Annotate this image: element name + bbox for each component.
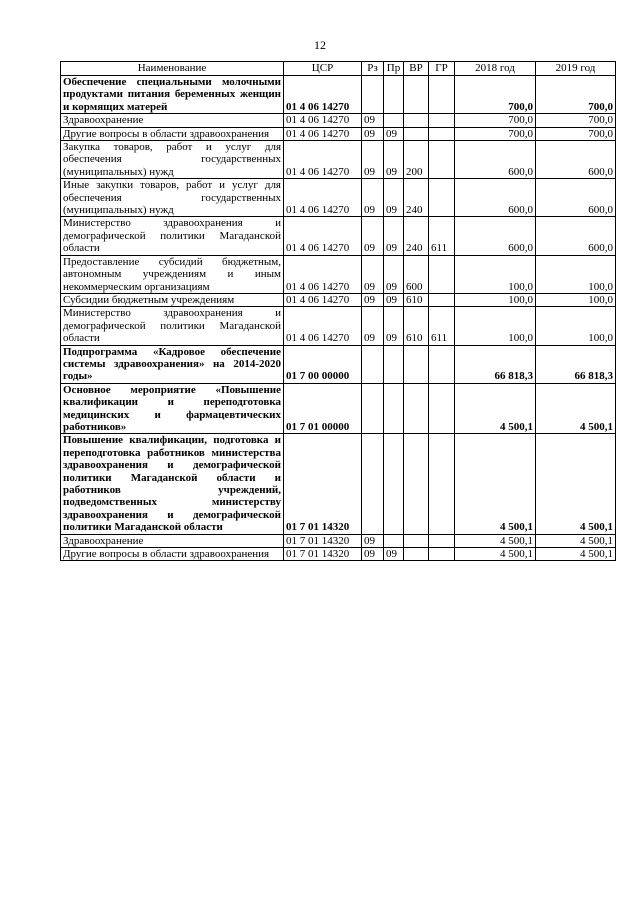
header-name: Наименование xyxy=(61,62,284,76)
row-vr xyxy=(404,548,429,561)
table-row xyxy=(61,255,616,293)
table-row xyxy=(61,127,616,140)
row-2019: 700,0 xyxy=(536,114,616,127)
row-pr: 09 xyxy=(384,293,404,306)
row-2019: 4 500,1 xyxy=(536,548,616,561)
row-rz: 09 xyxy=(362,534,384,547)
row-rz: 09 xyxy=(362,548,384,561)
header-2019: 2019 год xyxy=(536,62,616,76)
row-2019: 100,0 xyxy=(536,255,616,293)
header-vr: ВР xyxy=(404,62,429,76)
header-csr: ЦСР xyxy=(284,62,362,76)
table-row xyxy=(61,434,616,534)
row-2019: 700,0 xyxy=(536,127,616,140)
row-name: Предоставление субсидий бюджетным, автономным учреждениям и иным некоммерческим организациям xyxy=(61,255,284,293)
row-name: Иные закупки товаров, работ и услуг для обеспечения государственных (муниципальных) нужд xyxy=(61,179,284,217)
row-vr xyxy=(404,345,429,383)
row-2018: 700,0 xyxy=(455,76,536,114)
row-csr: 01 4 06 14270 xyxy=(284,293,362,306)
row-2018: 600,0 xyxy=(455,217,536,255)
budget-table xyxy=(60,61,616,561)
table-row xyxy=(61,534,616,547)
row-gr xyxy=(429,76,455,114)
row-gr xyxy=(429,114,455,127)
row-csr: 01 4 06 14270 xyxy=(284,179,362,217)
table-row xyxy=(61,179,616,217)
row-name: Закупка товаров, работ и услуг для обеспечения государственных (муниципальных) нужд xyxy=(61,141,284,179)
row-csr: 01 7 01 14320 xyxy=(284,534,362,547)
row-pr xyxy=(384,345,404,383)
row-rz: 09 xyxy=(362,127,384,140)
table-row xyxy=(61,307,616,345)
table-row xyxy=(61,114,616,127)
row-name: Обеспечение специальными молочными продуктами питания беременных женщин и кормящих матерей xyxy=(61,76,284,114)
row-name: Основное мероприятие «Повышение квалификации и переподготовка медицинских и фармацевтических работников» xyxy=(61,383,284,434)
row-pr xyxy=(384,114,404,127)
row-csr: 01 4 06 14270 xyxy=(284,114,362,127)
row-name: Субсидии бюджетным учреждениям xyxy=(61,293,284,306)
row-csr: 01 7 01 00000 xyxy=(284,383,362,434)
row-2019: 600,0 xyxy=(536,217,616,255)
row-csr: 01 7 01 14320 xyxy=(284,548,362,561)
table-row xyxy=(61,293,616,306)
header-gr: ГР xyxy=(429,62,455,76)
row-rz: 09 xyxy=(362,307,384,345)
row-csr: 01 4 06 14270 xyxy=(284,141,362,179)
row-vr: 610 xyxy=(404,307,429,345)
row-2018: 4 500,1 xyxy=(455,534,536,547)
table-header-row xyxy=(61,62,616,76)
row-name: Подпрограмма «Кадровое обеспечение системы здравоохранения» на 2014-2020 годы» xyxy=(61,345,284,383)
row-pr: 09 xyxy=(384,127,404,140)
row-csr: 01 4 06 14270 xyxy=(284,217,362,255)
row-pr: 09 xyxy=(384,255,404,293)
row-name: Министерство здравоохранения и демографической политики Магаданской области xyxy=(61,217,284,255)
row-gr xyxy=(429,383,455,434)
row-rz: 09 xyxy=(362,141,384,179)
header-pr: Пр xyxy=(384,62,404,76)
row-2018: 700,0 xyxy=(455,127,536,140)
row-2018: 600,0 xyxy=(455,179,536,217)
row-name: Повышение квалификации, подготовка и переподготовка работников министерства здравоохранения и демографической политики Магаданской области и работников учреждений, подведомственных министерству здравоохранения и демографической политики Магаданской области xyxy=(61,434,284,534)
row-vr xyxy=(404,534,429,547)
row-2019: 4 500,1 xyxy=(536,434,616,534)
row-rz xyxy=(362,76,384,114)
row-rz xyxy=(362,345,384,383)
row-2019: 66 818,3 xyxy=(536,345,616,383)
row-pr: 09 xyxy=(384,141,404,179)
row-2018: 100,0 xyxy=(455,255,536,293)
row-gr xyxy=(429,127,455,140)
row-2019: 100,0 xyxy=(536,307,616,345)
row-vr xyxy=(404,127,429,140)
row-rz: 09 xyxy=(362,114,384,127)
row-rz: 09 xyxy=(362,255,384,293)
row-vr xyxy=(404,434,429,534)
row-pr xyxy=(384,534,404,547)
row-pr: 09 xyxy=(384,307,404,345)
row-vr: 200 xyxy=(404,141,429,179)
row-gr xyxy=(429,534,455,547)
table-row xyxy=(61,141,616,179)
row-vr: 600 xyxy=(404,255,429,293)
row-csr: 01 4 06 14270 xyxy=(284,307,362,345)
row-2018: 100,0 xyxy=(455,307,536,345)
row-name: Другие вопросы в области здравоохранения xyxy=(61,548,284,561)
row-2019: 4 500,1 xyxy=(536,383,616,434)
row-name: Министерство здравоохранения и демографической политики Магаданской области xyxy=(61,307,284,345)
row-2018: 66 818,3 xyxy=(455,345,536,383)
row-2018: 4 500,1 xyxy=(455,434,536,534)
row-vr: 610 xyxy=(404,293,429,306)
row-vr xyxy=(404,383,429,434)
row-pr xyxy=(384,434,404,534)
row-2018: 4 500,1 xyxy=(455,548,536,561)
row-vr: 240 xyxy=(404,179,429,217)
row-gr xyxy=(429,345,455,383)
row-2018: 600,0 xyxy=(455,141,536,179)
row-rz: 09 xyxy=(362,179,384,217)
row-gr xyxy=(429,179,455,217)
row-2018: 700,0 xyxy=(455,114,536,127)
row-name: Здравоохранение xyxy=(61,534,284,547)
row-pr: 09 xyxy=(384,179,404,217)
row-rz xyxy=(362,434,384,534)
row-gr xyxy=(429,434,455,534)
row-csr: 01 4 06 14270 xyxy=(284,76,362,114)
row-gr xyxy=(429,255,455,293)
row-2019: 600,0 xyxy=(536,141,616,179)
row-2018: 4 500,1 xyxy=(455,383,536,434)
header-2018: 2018 год xyxy=(455,62,536,76)
row-name: Здравоохранение xyxy=(61,114,284,127)
row-2018: 100,0 xyxy=(455,293,536,306)
row-csr: 01 4 06 14270 xyxy=(284,127,362,140)
row-rz xyxy=(362,383,384,434)
row-name: Другие вопросы в области здравоохранения xyxy=(61,127,284,140)
header-rz: Рз xyxy=(362,62,384,76)
row-vr: 240 xyxy=(404,217,429,255)
page-number: 12 xyxy=(314,38,326,52)
row-gr: 611 xyxy=(429,217,455,255)
table-row xyxy=(61,76,616,114)
row-pr xyxy=(384,76,404,114)
table-row xyxy=(61,345,616,383)
table-row xyxy=(61,217,616,255)
row-2019: 700,0 xyxy=(536,76,616,114)
row-2019: 100,0 xyxy=(536,293,616,306)
row-rz: 09 xyxy=(362,293,384,306)
table-row xyxy=(61,383,616,434)
row-pr: 09 xyxy=(384,217,404,255)
row-gr xyxy=(429,293,455,306)
row-pr: 09 xyxy=(384,548,404,561)
row-pr xyxy=(384,383,404,434)
row-vr xyxy=(404,76,429,114)
row-csr: 01 7 01 14320 xyxy=(284,434,362,534)
row-csr: 01 7 00 00000 xyxy=(284,345,362,383)
row-vr xyxy=(404,114,429,127)
row-rz: 09 xyxy=(362,217,384,255)
row-gr xyxy=(429,141,455,179)
row-2019: 600,0 xyxy=(536,179,616,217)
table-row xyxy=(61,548,616,561)
row-gr: 611 xyxy=(429,307,455,345)
row-2019: 4 500,1 xyxy=(536,534,616,547)
row-gr xyxy=(429,548,455,561)
row-csr: 01 4 06 14270 xyxy=(284,255,362,293)
